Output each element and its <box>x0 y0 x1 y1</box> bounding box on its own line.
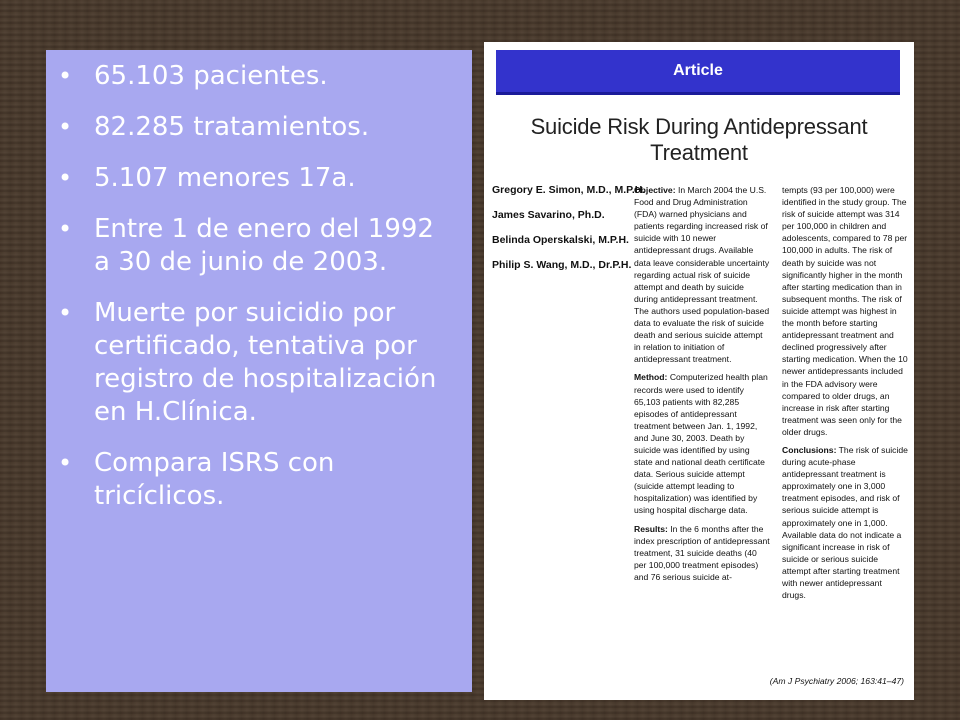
bullet-item: • Compara ISRS con tricíclicos. <box>86 447 458 513</box>
bullet-list <box>86 60 458 513</box>
author-name: Philip S. Wang, M.D., Dr.P.H. <box>492 259 632 271</box>
bullet-item: • 82.285 tratamientos. <box>86 111 458 144</box>
results-text: In the 6 months after the index prescription of antidepressant treatment, 31 suicide deaths (40 per 100,000 treatment episodes) and 76 serious suicide at- <box>634 523 770 582</box>
author-name: Gregory E. Simon, M.D., M.P.H. <box>492 184 646 196</box>
article-header-label: Article <box>673 62 723 79</box>
article-title: Suicide Risk During Antidepressant Treatment <box>530 114 868 165</box>
conclusions-text: The risk of suicide during acute-phase antidepressant treatment is approximately one in 3,000 treatment episodes, and risk of serious suicide attempt is approximately one in 1,000. Available data do not indicate a significant increase in risk of suicide or serious suicide attempt after starting treatment with newer antidepressant drugs. <box>782 444 908 601</box>
author-list <box>492 184 646 284</box>
results-paragraph <box>634 523 770 583</box>
method-label: Method: <box>634 372 668 383</box>
method-paragraph <box>634 371 770 516</box>
author-name: Belinda Operskalski, M.P.H. <box>492 234 629 246</box>
bullet-item: • Muerte por suicidio por certificado, tentativa por registro de hospitalización en H.Clínica. <box>86 297 458 429</box>
bullet-panel <box>46 50 472 692</box>
author-name: James Savarino, Ph.D. <box>492 209 605 221</box>
abstract-column-right <box>782 184 908 607</box>
article-citation: (Am J Psychiatry 2006; 163:41–47) <box>769 676 904 686</box>
results-continued: tempts (93 per 100,000) were identified in the study group. The risk of suicide attempt was 314 per 100,000 in children and adolescents, compared to 78 per 100,000 in adults. The risk of death by suicide was not significantly higher in the month after starting medication than in subsequent months. The risk of suicide attempt was highest in the month before starting antidepressant treatment and declined progressively after starting medication. When the 10 newer antidepressants included in the FDA advisory were compared to older drugs, an increase in risk after starting treatment was seen only for the older drugs. <box>782 185 908 437</box>
objective-text: In March 2004 the U.S. Food and Drug Administration (FDA) warned physicians and patients regarding increased risk of suicide with 10 newer antidepressant drugs. Available data leave considerable uncertainty regarding actual risk of suicide attempt and death by suicide during antidepressant treatment. The authors used population-based data to evaluate the risk of suicide death and serious suicide attempt in relation to initiation of antidepressant treatment. <box>634 185 770 365</box>
bullet-item: • 5.107 menores 17a. <box>86 162 458 195</box>
bullet-item: • Entre 1 de enero del 1992 a 30 de junio de 2003. <box>86 213 458 279</box>
article-header-bar <box>496 50 900 95</box>
article-image <box>484 42 914 700</box>
objective-paragraph <box>634 184 770 365</box>
bullet-item: • 65.103 pacientes. <box>86 60 458 93</box>
conclusions-label: Conclusions: <box>782 444 837 455</box>
results-label: Results: <box>634 523 668 534</box>
abstract-column-left <box>634 184 770 589</box>
conclusions-paragraph <box>782 444 908 601</box>
method-text: Computerized health plan records were used to identify 65,103 patients with 82,285 episodes of antidepressant treatment between Jan. 1, 1992, and June 30, 2003. Death by suicide was identified by using state and national death certificate data. Serious suicide attempt (suicide attempt leading to hospitalization) was identified by using hospital discharge data. <box>634 372 768 516</box>
objective-label: Objective: <box>634 185 676 195</box>
